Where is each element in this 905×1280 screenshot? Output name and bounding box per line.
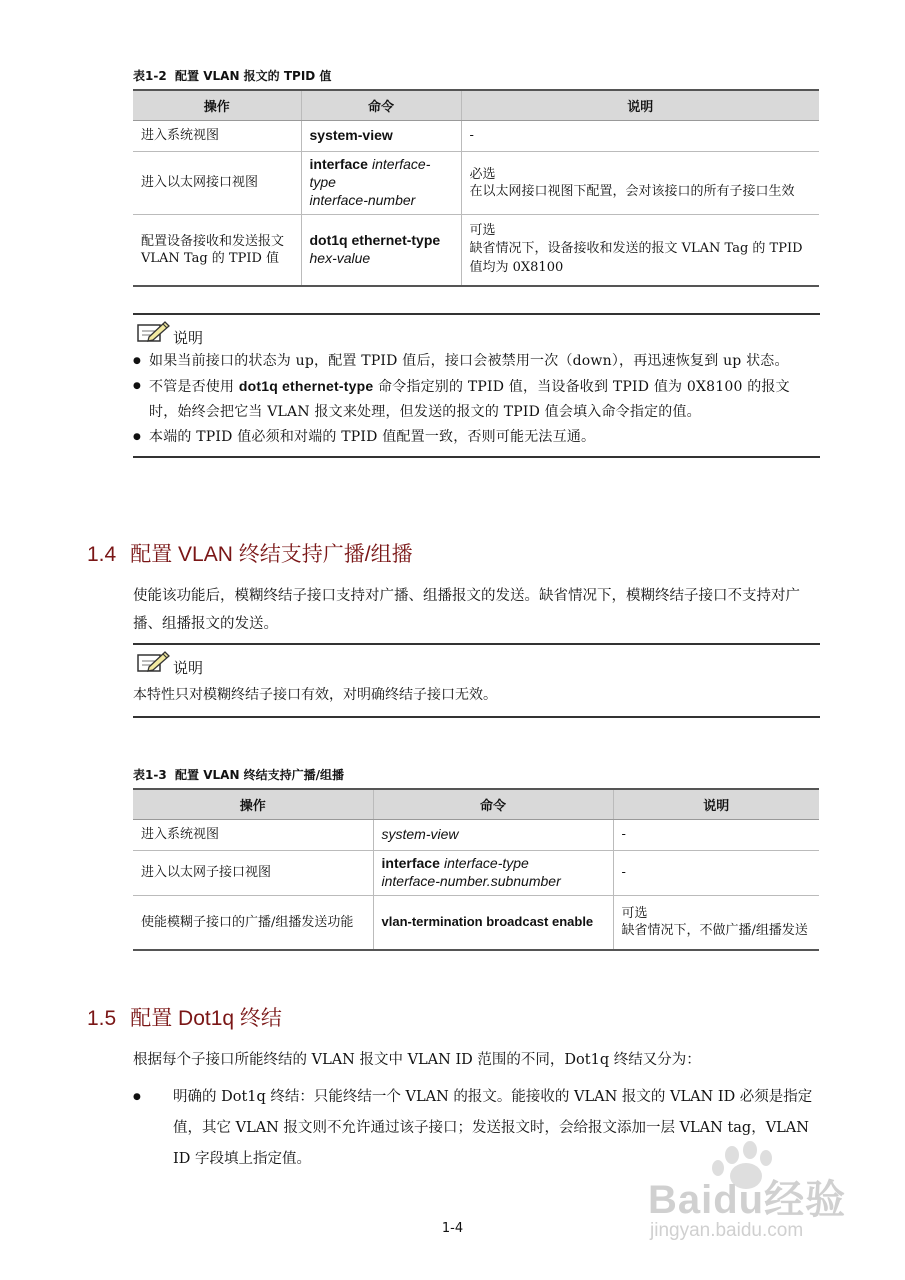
cell-operation: 进入以太网子接口视图 — [133, 850, 373, 895]
table-caption-2 — [133, 766, 344, 783]
list-item — [133, 425, 814, 450]
cell-command-arg: interface-number.subnumber — [381, 872, 561, 889]
list-item — [133, 349, 814, 374]
watermark-url: jingyan.baidu.com — [650, 1220, 804, 1241]
broadcast-config-table — [133, 788, 819, 951]
section-heading-1-4 — [87, 538, 413, 568]
col-header-command: 命令 — [301, 90, 461, 120]
section-title: 配置 Dot1q 终结 — [130, 1007, 282, 1030]
cell-description-detail: 在以太网接口视图下配置，会对该接口的所有子接口生效 — [469, 183, 795, 199]
note-pencil-icon — [135, 649, 171, 675]
table-row — [133, 850, 819, 895]
cell-description-required: 必选 — [469, 166, 496, 182]
cell-command: system-view — [309, 126, 393, 143]
section-paragraph: 根据每个子接口所能终结的 VLAN 报文中 VLAN ID 范围的不同，Dot1q 终结又分为： — [133, 1052, 701, 1068]
cell-description: - — [613, 850, 819, 895]
note-text: 不管是否使用 — [149, 379, 239, 395]
note-text: 本端的 TPID 值必须和对端的 TPID 值配置一致，否则可能无法互通。 — [149, 429, 596, 445]
cell-command-keyword: interface — [309, 155, 368, 172]
section-number: 1.4 — [87, 543, 117, 566]
note-command: dot1q ethernet-type — [238, 378, 374, 394]
cell-command: vlan-termination broadcast enable — [381, 914, 594, 930]
cell-description-optional: 可选 — [621, 906, 648, 922]
table-row — [133, 214, 819, 286]
watermark-brand: Baidu经验 — [648, 1178, 847, 1222]
note-text: 如果当前接口的状态为 up，配置 TPID 值后，接口会被禁用一次（down），再迅速恢复到 up 状态。 — [149, 353, 789, 369]
baidu-watermark — [642, 1140, 872, 1260]
note-text: 本特性只对模糊终结子接口有效，对明确终结子接口无效。 — [133, 687, 497, 703]
caption-title: 配置 VLAN 终结支持广播/组播 — [175, 768, 345, 782]
col-header-operation: 操作 — [133, 90, 301, 120]
section-heading-1-5 — [87, 1002, 282, 1032]
col-header-command: 命令 — [373, 789, 613, 819]
note-label: 说明 — [173, 328, 204, 347]
note-list — [133, 349, 820, 456]
table-row — [133, 120, 819, 151]
section-title: 配置 VLAN 终结支持广播/组播 — [130, 543, 413, 566]
col-header-operation: 操作 — [133, 789, 373, 819]
cell-command-arg: hex-value — [309, 249, 371, 266]
bullet-text: 明确的 Dot1q 终结：只能终结一个 VLAN 的报文。能接收的 VLAN 报文的 VLAN ID 必须是指定值，其它 VLAN 报文则不允许通过该子接口；发送报文时，会给报文添加一层 VLAN tag，VLAN ID 字段填上指定值。 — [173, 1089, 813, 1167]
cell-command-arg: system-view — [381, 825, 459, 842]
cell-description-detail: 缺省情况下，不做广播/组播发送 — [621, 923, 808, 939]
table-row — [133, 151, 819, 214]
cell-description-detail: 缺省情况下，设备接收和发送的报文 VLAN Tag 的 TPID 值均为 0X8100 — [469, 241, 803, 276]
cell-command-keyword: dot1q ethernet-type — [309, 231, 441, 248]
page-number: 1-4 — [441, 1221, 464, 1236]
note-header — [133, 645, 820, 679]
caption-title: 配置 VLAN 报文的 TPID 值 — [175, 69, 332, 83]
cell-command-arg: interface-type — [444, 854, 529, 871]
cell-operation: 配置设备接收和发送报文 VLAN Tag 的 TPID 值 — [133, 214, 301, 286]
note-label: 说明 — [173, 658, 204, 677]
note-header — [133, 315, 820, 349]
note-box-broadcast — [133, 643, 820, 718]
cell-description-optional: 可选 — [469, 223, 496, 239]
cell-command-arg: interface-type — [309, 155, 431, 190]
caption-number: 表1-3 — [133, 768, 167, 782]
col-header-description: 说明 — [613, 789, 819, 819]
col-header-description: 说明 — [461, 90, 819, 120]
cell-command-keyword: interface — [381, 854, 440, 871]
bullet-icon: ● — [133, 1092, 141, 1102]
list-item — [133, 374, 814, 425]
cell-operation: 进入以太网接口视图 — [133, 151, 301, 214]
note-text: 命令指定别的 TPID 值，当设备收到 TPID 值为 0X8100 的报文时，始终会把它当 VLAN 报文来处理，但发送的报文的 TPID 值会填入命令指定的值。 — [149, 379, 790, 420]
cell-description: - — [613, 819, 819, 850]
cell-operation: 使能模糊子接口的广播/组播发送功能 — [133, 895, 373, 950]
table-row — [133, 819, 819, 850]
table-caption-1 — [133, 67, 331, 84]
note-box-tpid — [133, 313, 820, 458]
cell-description: - — [461, 120, 819, 151]
note-pencil-icon — [135, 319, 171, 345]
tpid-config-table — [133, 89, 819, 287]
cell-operation: 进入系统视图 — [133, 819, 373, 850]
section-paragraph: 使能该功能后，模糊终结子接口支持对广播、组播报文的发送。缺省情况下，模糊终结子接口不支持对广播、组播报文的发送。 — [133, 588, 800, 632]
table-row — [133, 895, 819, 950]
caption-number: 表1-2 — [133, 69, 167, 83]
section-number: 1.5 — [87, 1007, 117, 1030]
cell-command-arg: interface-number — [309, 191, 416, 208]
cell-operation: 进入系统视图 — [133, 120, 301, 151]
